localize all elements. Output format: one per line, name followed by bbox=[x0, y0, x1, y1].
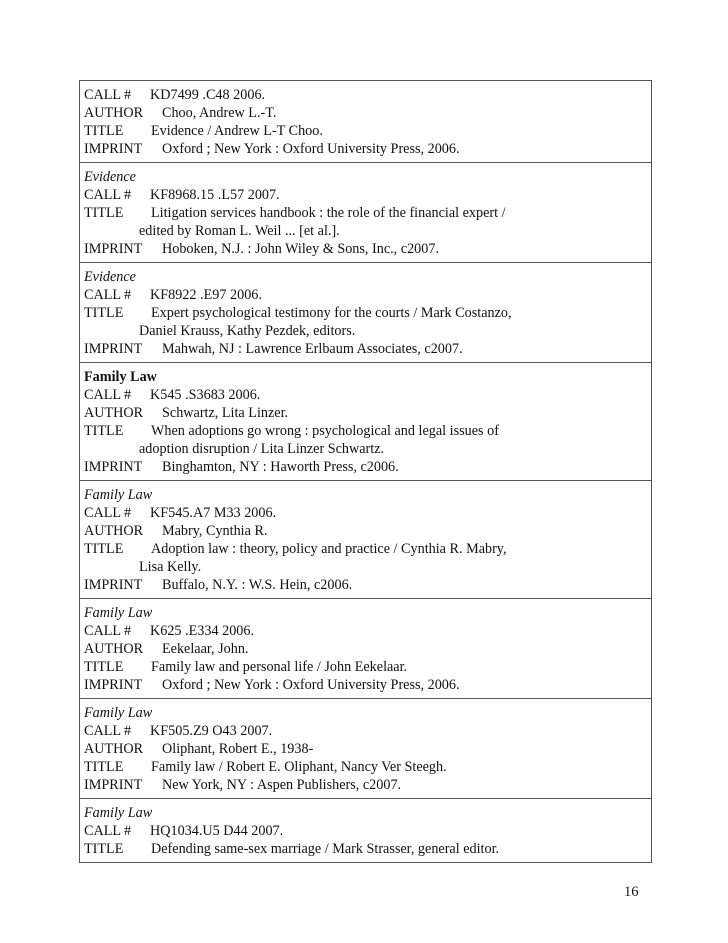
field-value: KF8968.15 .L57 2007. bbox=[150, 187, 280, 203]
page-number: 16 bbox=[624, 884, 639, 900]
field-value-continuation: Daniel Krauss, Kathy Pezdek, editors. bbox=[139, 323, 356, 339]
field-value: Defending same-sex marriage / Mark Strasser, general editor. bbox=[151, 841, 500, 857]
catalog-field bbox=[84, 286, 647, 304]
field-label: TITLE bbox=[84, 423, 124, 439]
field-label: TITLE bbox=[84, 541, 124, 557]
catalog-field bbox=[84, 640, 647, 658]
catalog-entry bbox=[80, 698, 651, 798]
catalog-field bbox=[84, 458, 647, 476]
field-value: New York, NY : Aspen Publishers, c2007. bbox=[162, 777, 402, 793]
field-value: KF8922 .E97 2006. bbox=[150, 287, 262, 303]
field-value: Mahwah, NJ : Lawrence Erlbaum Associates, c2007. bbox=[162, 341, 463, 357]
field-value: Oliphant, Robert E., 1938- bbox=[162, 741, 314, 757]
catalog-field bbox=[84, 840, 647, 858]
catalog-entry bbox=[80, 262, 651, 362]
field-value-continuation: edited by Roman L. Weil ... [et al.]. bbox=[139, 223, 340, 239]
field-label: IMPRINT bbox=[84, 459, 143, 475]
catalog-field bbox=[84, 740, 647, 758]
field-label: AUTHOR bbox=[84, 641, 144, 657]
field-label: AUTHOR bbox=[84, 105, 144, 121]
field-value: When adoptions go wrong : psychological and legal issues of bbox=[151, 423, 499, 439]
catalog-entry bbox=[80, 162, 651, 262]
catalog-field bbox=[84, 658, 647, 676]
field-value: KF545.A7 M33 2006. bbox=[150, 505, 277, 521]
catalog-field bbox=[84, 576, 647, 594]
subject-heading: Family Law bbox=[84, 605, 153, 621]
catalog-entry bbox=[80, 480, 651, 598]
field-value: HQ1034.U5 D44 2007. bbox=[150, 823, 284, 839]
field-value: Mabry, Cynthia R. bbox=[162, 523, 268, 539]
field-value: Schwartz, Lita Linzer. bbox=[162, 405, 289, 421]
subject-heading: Family Law bbox=[84, 805, 153, 821]
field-value: Evidence / Andrew L-T Choo. bbox=[151, 123, 323, 139]
subject-heading: Family Law bbox=[84, 487, 153, 503]
catalog-field bbox=[84, 240, 647, 258]
catalog-field bbox=[84, 140, 647, 158]
field-value: Hoboken, N.J. : John Wiley & Sons, Inc., c2007. bbox=[162, 241, 439, 257]
field-label: TITLE bbox=[84, 123, 124, 139]
catalog-field bbox=[84, 204, 647, 222]
catalog-field bbox=[84, 822, 647, 840]
field-value: Oxford ; New York : Oxford University Press, 2006. bbox=[162, 677, 460, 693]
field-value: Family law and personal life / John Eekelaar. bbox=[151, 659, 408, 675]
field-label: IMPRINT bbox=[84, 777, 143, 793]
field-label: IMPRINT bbox=[84, 577, 143, 593]
field-label: TITLE bbox=[84, 659, 124, 675]
field-value: Family law / Robert E. Oliphant, Nancy Ver Steegh. bbox=[151, 759, 447, 775]
catalog-table bbox=[79, 80, 652, 863]
catalog-field bbox=[84, 540, 647, 558]
field-label: TITLE bbox=[84, 205, 124, 221]
field-label: CALL # bbox=[84, 87, 132, 103]
field-label: CALL # bbox=[84, 723, 132, 739]
catalog-field bbox=[84, 504, 647, 522]
field-value: Choo, Andrew L.-T. bbox=[162, 105, 277, 121]
field-label: IMPRINT bbox=[84, 241, 143, 257]
subject-heading: Family Law bbox=[84, 369, 157, 385]
catalog-field bbox=[84, 186, 647, 204]
field-label: AUTHOR bbox=[84, 405, 144, 421]
field-value: Adoption law : theory, policy and practice / Cynthia R. Mabry, bbox=[151, 541, 507, 557]
catalog-entry bbox=[80, 798, 651, 862]
catalog-field bbox=[84, 122, 647, 140]
field-value: Binghamton, NY : Haworth Press, c2006. bbox=[162, 459, 399, 475]
field-label: CALL # bbox=[84, 505, 132, 521]
catalog-entry bbox=[80, 598, 651, 698]
subject-heading: Family Law bbox=[84, 705, 153, 721]
field-value-continuation: adoption disruption / Lita Linzer Schwartz. bbox=[139, 441, 385, 457]
field-value: K625 .E334 2006. bbox=[150, 623, 255, 639]
subject-heading: Evidence bbox=[84, 169, 136, 185]
field-label: CALL # bbox=[84, 187, 132, 203]
field-value: KF505.Z9 O43 2007. bbox=[150, 723, 273, 739]
field-value: KD7499 .C48 2006. bbox=[150, 87, 266, 103]
field-value: K545 .S3683 2006. bbox=[150, 387, 261, 403]
catalog-field bbox=[84, 104, 647, 122]
catalog-field bbox=[84, 676, 647, 694]
catalog-field bbox=[84, 522, 647, 540]
field-value: Buffalo, N.Y. : W.S. Hein, c2006. bbox=[162, 577, 353, 593]
field-label: IMPRINT bbox=[84, 677, 143, 693]
field-label: IMPRINT bbox=[84, 141, 143, 157]
subject-heading: Evidence bbox=[84, 269, 136, 285]
field-value: Expert psychological testimony for the courts / Mark Costanzo, bbox=[151, 305, 512, 321]
catalog-field bbox=[84, 758, 647, 776]
field-value: Litigation services handbook : the role of the financial expert / bbox=[151, 205, 506, 221]
catalog-entry bbox=[80, 81, 651, 162]
catalog-field bbox=[84, 86, 647, 104]
field-label: CALL # bbox=[84, 387, 132, 403]
field-label: CALL # bbox=[84, 287, 132, 303]
field-label: CALL # bbox=[84, 623, 132, 639]
catalog-field bbox=[84, 422, 647, 440]
field-label: TITLE bbox=[84, 841, 124, 857]
field-label: IMPRINT bbox=[84, 341, 143, 357]
catalog-field bbox=[84, 340, 647, 358]
catalog-field bbox=[84, 722, 647, 740]
field-label: CALL # bbox=[84, 823, 132, 839]
field-label: TITLE bbox=[84, 759, 124, 775]
field-label: AUTHOR bbox=[84, 741, 144, 757]
field-value: Oxford ; New York : Oxford University Press, 2006. bbox=[162, 141, 460, 157]
catalog-field bbox=[84, 386, 647, 404]
field-label: TITLE bbox=[84, 305, 124, 321]
field-value: Eekelaar, John. bbox=[162, 641, 249, 657]
field-value-continuation: Lisa Kelly. bbox=[139, 559, 202, 575]
field-label: AUTHOR bbox=[84, 523, 144, 539]
catalog-field bbox=[84, 776, 647, 794]
catalog-field bbox=[84, 304, 647, 322]
catalog-entry bbox=[80, 362, 651, 480]
catalog-field bbox=[84, 404, 647, 422]
catalog-field bbox=[84, 622, 647, 640]
